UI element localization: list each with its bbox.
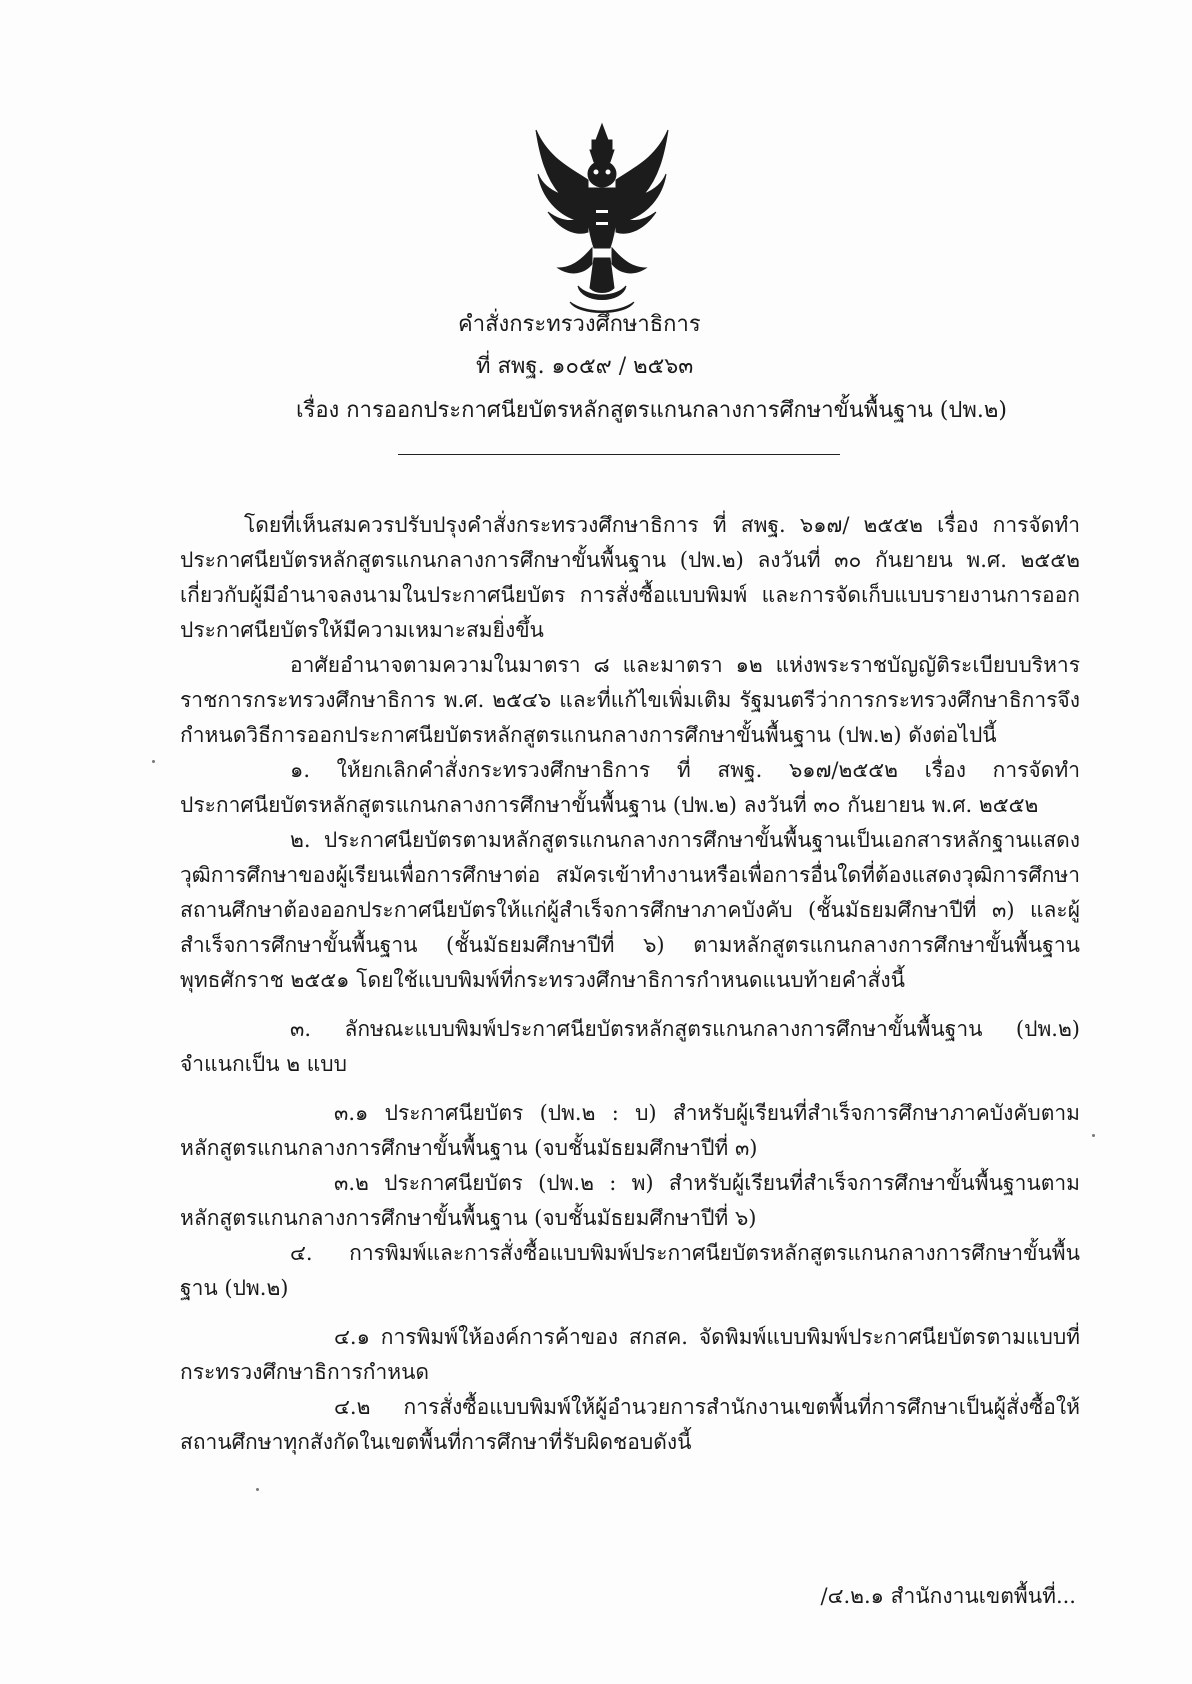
order-title: คำสั่งกระทรวงศึกษาธิการ	[458, 312, 701, 337]
authority-paragraph: อาศัยอำนาจตามความในมาตรา ๘ และมาตรา ๑๒ แห่งพระราชบัญญัติระเบียบบริหารราชการกระทรวงศึกษาธิการ พ.ศ. ๒๕๔๖ และที่แก้ไขเพิ่มเติม รัฐมนตรีว่าการกระทรวงศึกษาธิการจึงกำหนดวิธีการออกประกาศนียบัตรหลักสูตรแกนกลางการศึกษาขั้นพื้นฐาน (ปพ.๒) ดังต่อไปนี้	[180, 653, 1080, 747]
scan-speck	[1092, 1134, 1095, 1137]
clause-2: ๒. ประกาศนียบัตรตามหลักสูตรแกนกลางการศึกษาขั้นพื้นฐานเป็นเอกสารหลักฐานแสดงวุฒิการศึกษาของผู้เรียนเพื่อการศึกษาต่อ สมัครเข้าทำงานหรือเพื่อการอื่นใดที่ต้องแสดงวุฒิการศึกษา สถานศึกษาต้องออกประกาศนียบัตรให้แก่ผู้สำเร็จการศึกษาภาคบังคับ (ชั้นมัธยมศึกษาปีที่ ๓) และผู้สำเร็จการศึกษาขั้นพื้นฐาน (ชั้นมัธยมศึกษาปีที่ ๖) ตามหลักสูตรแกนกลางการศึกษาขั้นพื้นฐาน พุทธศักราช ๒๕๕๑ โดยใช้แบบพิมพ์ที่กระทรวงศึกษาธิการกำหนดแนบท้ายคำสั่งนี้	[180, 828, 1080, 992]
garuda-emblem-icon	[530, 118, 674, 318]
header-divider	[398, 454, 840, 455]
scan-speck	[256, 1488, 259, 1491]
order-subject: เรื่อง การออกประกาศนียบัตรหลักสูตรแกนกลางการศึกษาขั้นพื้นฐาน (ปพ.๒)	[296, 398, 1007, 423]
order-number: ที่ สพฐ. ๑๐๕๙ / ๒๕๖๓	[476, 354, 694, 379]
clause-3: ๓. ลักษณะแบบพิมพ์ประกาศนียบัตรหลักสูตรแกนกลางการศึกษาขั้นพื้นฐาน (ปพ.๒) จำแนกเป็น ๒ แบบ	[180, 1017, 1080, 1076]
clause-4: ๔. การพิมพ์และการสั่งซื้อแบบพิมพ์ประกาศนียบัตรหลักสูตรแกนกลางการศึกษาขั้นพื้นฐาน (ปพ.๒)	[180, 1241, 1080, 1300]
continuation-note: /๔.๒.๑ สำนักงานเขตพื้นที่...	[820, 1584, 1076, 1608]
clause-3-1: ๓.๑ ประกาศนียบัตร (ปพ.๒ : บ) สำหรับผู้เรียนที่สำเร็จการศึกษาภาคบังคับตามหลักสูตรแกนกลางการศึกษาขั้นพื้นฐาน (จบชั้นมัธยมศึกษาปีที่ ๓)	[180, 1101, 1080, 1160]
scan-speck	[152, 760, 155, 763]
preamble-paragraph: โดยที่เห็นสมควรปรับปรุงคำสั่งกระทรวงศึกษาธิการ ที่ สพฐ. ๖๑๗/ ๒๕๕๒ เรื่อง การจัดทำประกาศนียบัตรหลักสูตรแกนกลางการศึกษาขั้นพื้นฐาน (ปพ.๒) ลงวันที่ ๓๐ กันยายน พ.ศ. ๒๕๕๒ เกี่ยวกับผู้มีอำนาจลงนามในประกาศนียบัตร การสั่งซื้อแบบพิมพ์ และการจัดเก็บแบบรายงานการออกประกาศนียบัตรให้มีความเหมาะสมยิ่งขึ้น	[180, 513, 1080, 642]
order-body	[180, 508, 1080, 1460]
clause-1: ๑. ให้ยกเลิกคำสั่งกระทรวงศึกษาธิการ ที่ สพฐ. ๖๑๗/๒๕๕๒ เรื่อง การจัดทำประกาศนียบัตรหลักสูตรแกนกลางการศึกษาขั้นพื้นฐาน (ปพ.๒) ลงวันที่ ๓๐ กันยายน พ.ศ. ๒๕๕๒	[180, 758, 1080, 817]
clause-4-1: ๔.๑ การพิมพ์ให้องค์การค้าของ สกสค. จัดพิมพ์แบบพิมพ์ประกาศนียบัตรตามแบบที่กระทรวงศึกษาธิการกำหนด	[180, 1325, 1080, 1384]
clause-4-2: ๔.๒ การสั่งซื้อแบบพิมพ์ให้ผู้อำนวยการสำนักงานเขตพื้นที่การศึกษาเป็นผู้สั่งซื้อให้สถานศึกษาทุกสังกัดในเขตพื้นที่การศึกษาที่รับผิดชอบดังนี้	[180, 1395, 1080, 1454]
clause-3-2: ๓.๒ ประกาศนียบัตร (ปพ.๒ : พ) สำหรับผู้เรียนที่สำเร็จการศึกษาขั้นพื้นฐานตามหลักสูตรแกนกลางการศึกษาขั้นพื้นฐาน (จบชั้นมัธยมศึกษาปีที่ ๖)	[180, 1171, 1080, 1230]
